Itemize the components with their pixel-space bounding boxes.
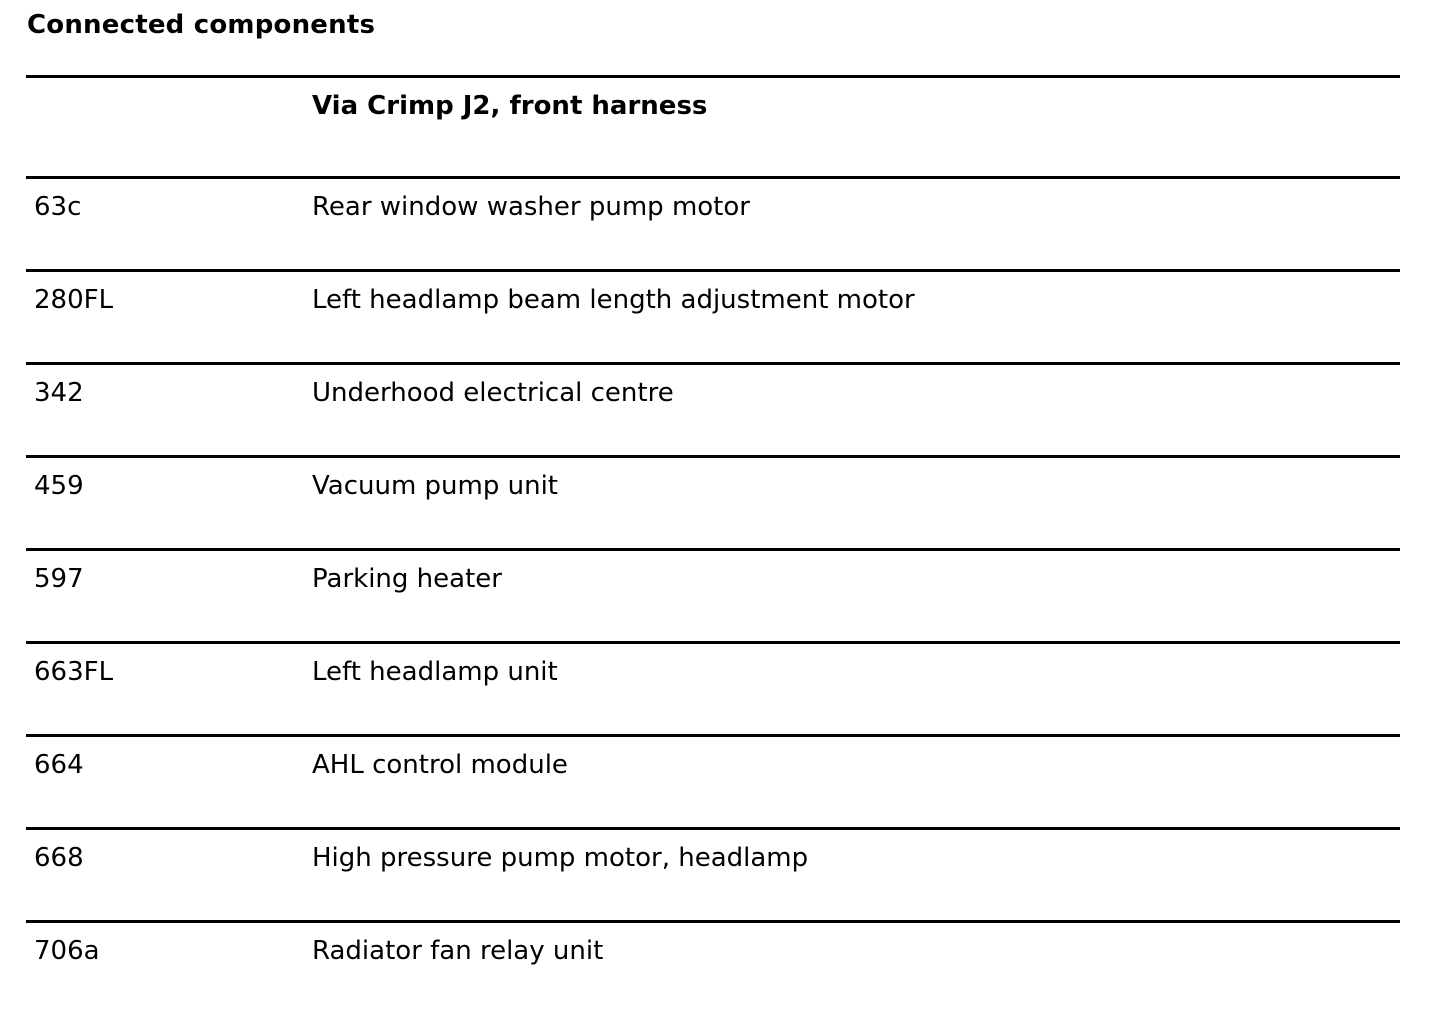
component-description: Radiator fan relay unit [312, 936, 604, 966]
components-table [26, 75, 1400, 1013]
component-code: 342 [34, 378, 84, 408]
component-code: 663FL [34, 657, 114, 687]
component-description: Underhood electrical centre [312, 378, 674, 408]
component-description: Left headlamp beam length adjustment motor [312, 285, 915, 315]
table-row [26, 641, 1400, 734]
component-description: Vacuum pump unit [312, 471, 558, 501]
component-code: 706a [34, 936, 100, 966]
component-code: 597 [34, 564, 84, 594]
component-description: High pressure pump motor, headlamp [312, 843, 809, 873]
table-row [26, 176, 1400, 269]
component-code: 664 [34, 750, 84, 780]
component-code: 280FL [34, 285, 114, 315]
page-title: Connected components [27, 10, 376, 40]
component-code: 459 [34, 471, 84, 501]
header-description-cell: Via Crimp J2, front harness [312, 91, 708, 121]
table-row [26, 548, 1400, 641]
component-code: 63c [34, 192, 82, 222]
table-row [26, 362, 1400, 455]
component-description: AHL control module [312, 750, 568, 780]
component-description: Rear window washer pump motor [312, 192, 750, 222]
table-header-row [26, 75, 1400, 176]
table-row [26, 455, 1400, 548]
component-code: 668 [34, 843, 84, 873]
component-description: Left headlamp unit [312, 657, 558, 687]
table-row [26, 269, 1400, 362]
table-row [26, 920, 1400, 1013]
table-row [26, 827, 1400, 920]
component-description: Parking heater [312, 564, 502, 594]
table-row [26, 734, 1400, 827]
